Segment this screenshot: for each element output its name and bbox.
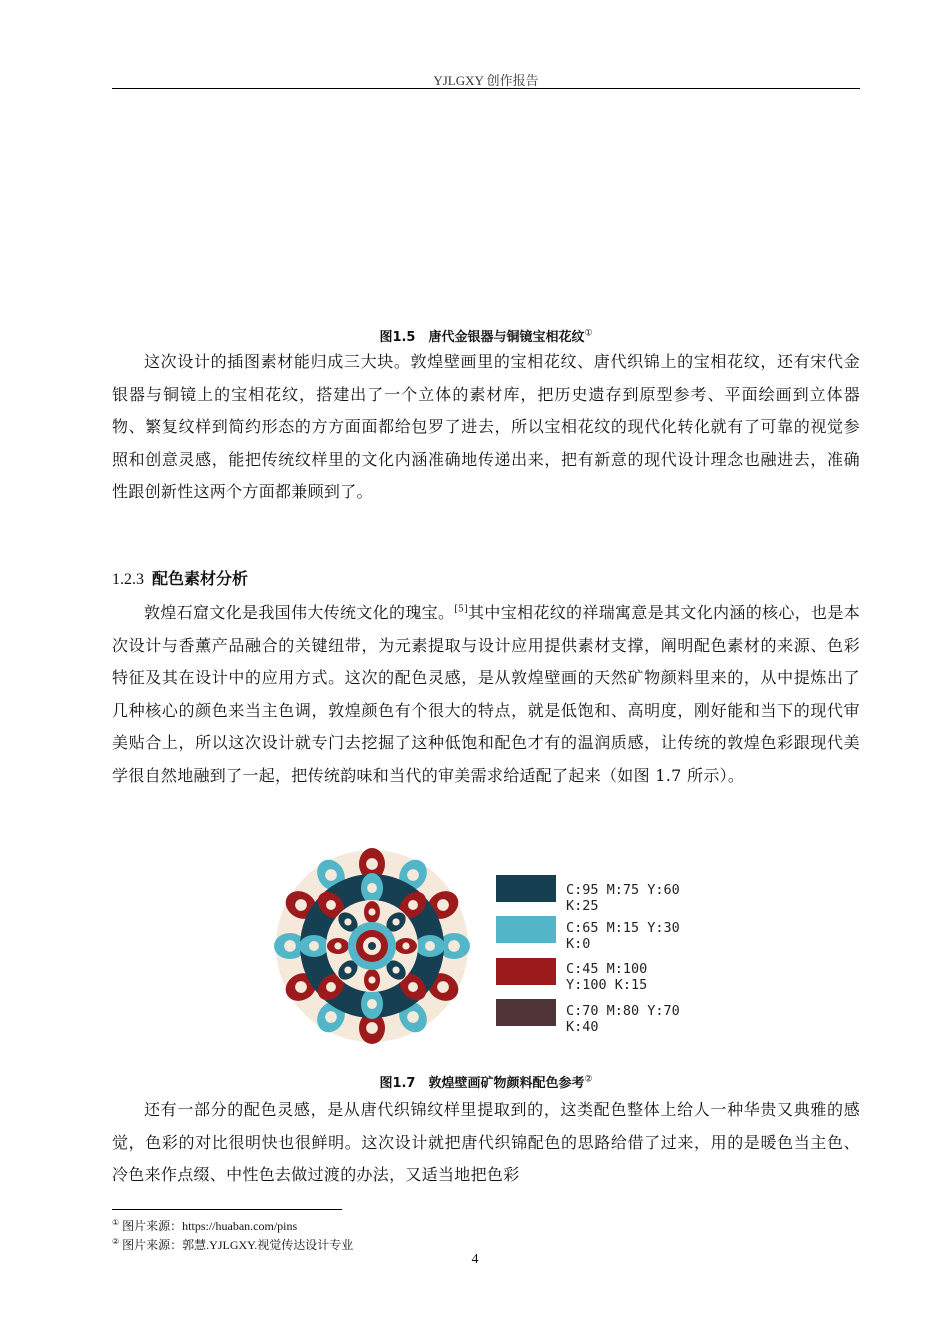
swatch-red (496, 958, 556, 985)
section-number: 1.2.3 (112, 571, 144, 588)
section-title: 配色素材分析 (152, 569, 249, 588)
figure-1-7-caption: 图1.7 敦煌壁画矿物颜料配色参考② (379, 1074, 593, 1091)
figure-1-5-caption: 图1.5 唐代金银器与铜镜宝相花纹① (379, 328, 593, 345)
footnote-rule (112, 1209, 342, 1210)
swatch-label: C:45 M:100 Y:100 K:15 (566, 961, 648, 993)
running-header: YJLGXY 创作报告 (433, 73, 539, 88)
footnote-2: ② 图片来源：郭慧.YJLGXY.视觉传达设计专业 (112, 1237, 354, 1252)
footnote-1: ① 图片来源：https://huaban.com/pins (112, 1218, 298, 1233)
citation-ref: [5] (454, 604, 468, 615)
page-number: 4 (471, 1252, 479, 1267)
footnote-ref-1: ① (584, 328, 593, 339)
swatch-label: C:70 M:80 Y:70 K:40 (566, 1003, 680, 1035)
header-rule (112, 88, 860, 89)
figure-1-7 (272, 846, 692, 1046)
dunhuang-mandala-illustration (272, 846, 472, 1046)
swatch-dark-brown (496, 999, 556, 1026)
body-paragraph-2: 敦煌石窟文化是我国伟大传统文化的瑰宝。[5]其中宝相花纹的祥瑞寓意是其文化内涵的核心，也是本次设计与香薰产品融合的关键纽带，为元素提取与设计应用提供素材支撑，阐明配色素材的来源、色彩特征及其在设计中的应用方式。这次的配色灵感，是从敦煌壁画的天然矿物颜料里来的，从中提炼出了几种核心的颜色来当主色调，敦煌颜色有个很大的特点，就是低饱和、高明度，刚好能和当下的现代审美贴合上，所以这次设计就专门去挖掘了这种低饱和配色才有的温润质感，让传统的敦煌色彩跟现代美学很自然地融到了一起，把传统韵味和当代的审美需求给适配了起来（如图 1.7 所示）。 (112, 603, 861, 785)
swatch-cyan (496, 916, 556, 943)
swatch-label: C:95 M:75 Y:60 K:25 (566, 882, 680, 914)
swatch-label: C:65 M:15 Y:30 K:0 (566, 920, 680, 952)
footnote-ref-2: ② (584, 1074, 593, 1085)
body-paragraph-1: 这次设计的插图素材能归成三大块。敦煌壁画里的宝相花纹、唐代织锦上的宝相花纹，还有宋代金银器与铜镜上的宝相花纹，搭建出了一个立体的素材库，把历史遗存到原型参考、平面绘画到立体器物、繁复纹样到简约形态的方方面面都给包罗了进去，所以宝相花纹的现代化转化就有了可靠的视觉参照和创意灵感，能把传统纹样里的文化内涵准确地传递出来，把有新意的现代设计理念也融进去，准确性跟创新性这两个方面都兼顾到了。 (112, 352, 860, 501)
body-paragraph-3: 还有一部分的配色灵感，是从唐代织锦纹样里提取到的，这类配色整体上给人一种华贵又典雅的感觉，色彩的对比很明快也很鲜明。这次设计就把唐代织锦配色的思路给借了过来，用的是暖色当主色、冷色来作点缀、中性色去做过渡的办法，又适当地把色彩 (112, 1100, 860, 1184)
swatch-deep-blue (496, 875, 556, 902)
section-heading (112, 566, 248, 589)
